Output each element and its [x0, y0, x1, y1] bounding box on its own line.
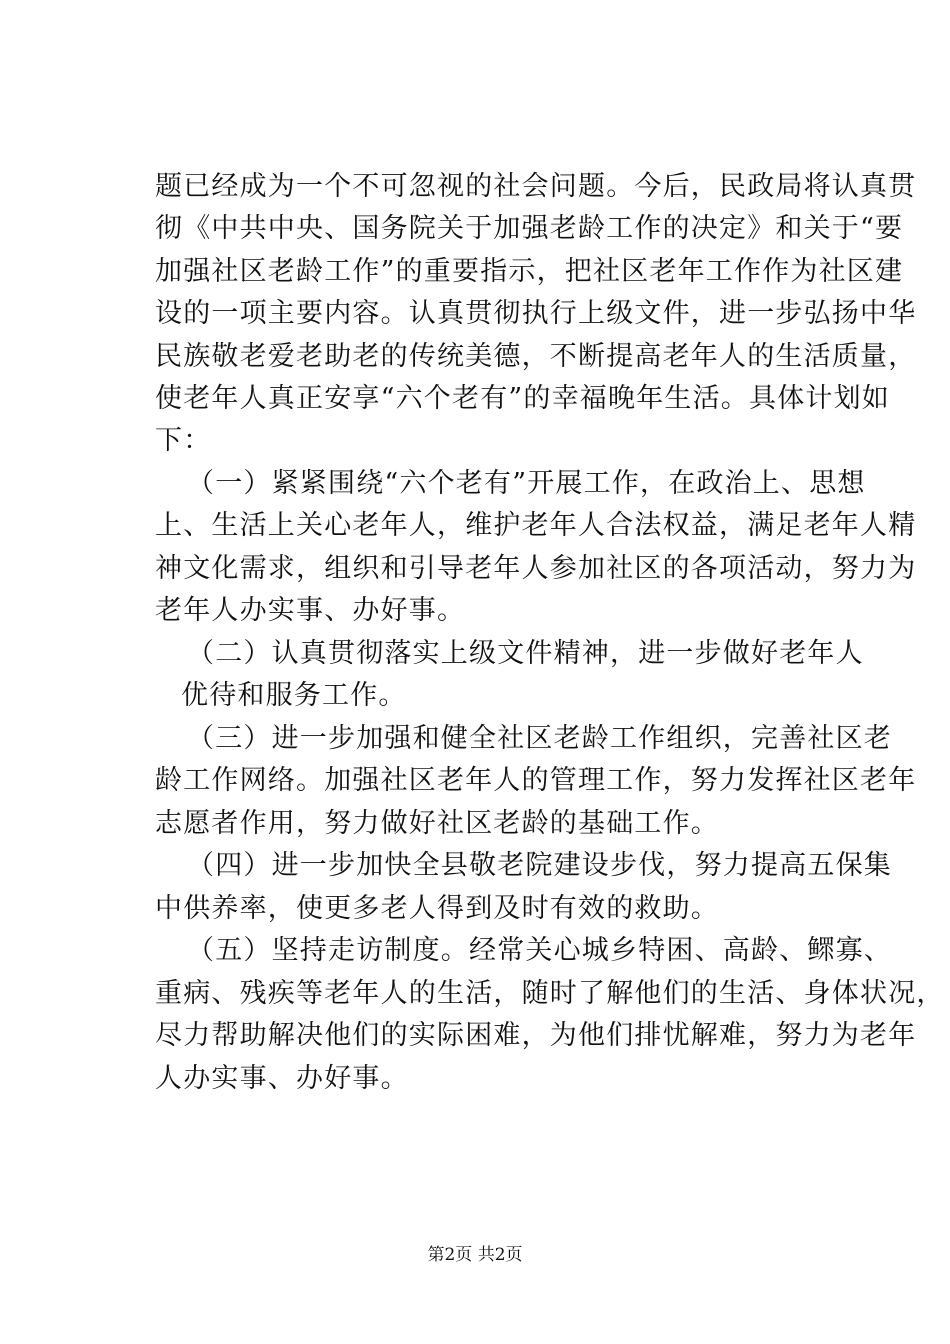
paragraph-1-line: 老年人办实事、办好事。: [155, 595, 466, 626]
body-line: 题已经成为一个不可忽视的社会问题。今后，民政局将认真贯: [155, 171, 917, 202]
body-line: 彻《中共中央、国务院关于加强老龄工作的决定》和关于“要: [155, 213, 904, 244]
paragraph-4-line: 中供养率，使更多老人得到及时有效的救助。: [155, 893, 719, 924]
paragraph-5-line: 重病、残疾等老年人的生活，随时了解他们的生活、身体状况，: [155, 978, 945, 1009]
page-number-footer: 第2页 共2页: [427, 1245, 523, 1265]
paragraph-5-line: 尽力帮助解决他们的实际困难，为他们排忧解难，努力为老年: [155, 1020, 917, 1051]
paragraph-5-line: 人办实事、办好事。: [155, 1063, 409, 1094]
paragraph-3-line: （三）进一步加强和健全社区老龄工作组织，完善社区老: [187, 723, 892, 754]
paragraph-3-line: 龄工作网络。加强社区老年人的管理工作，努力发挥社区老年: [155, 765, 917, 796]
paragraph-5-line: （五）坚持走访制度。经常关心城乡特困、高龄、鳏寡、: [187, 935, 892, 966]
paragraph-2-line: （二）认真贯彻落实上级文件精神，进一步做好老年人: [187, 638, 864, 669]
paragraph-3-line: 志愿者作用，努力做好社区老龄的基础工作。: [155, 808, 719, 839]
body-line: 使老年人真正安享“六个老有”的幸福晚年生活。具体计划如: [155, 383, 891, 414]
paragraph-4-line: （四）进一步加快全县敬老院建设步伐，努力提高五保集: [187, 850, 892, 881]
body-line: 下：: [155, 425, 212, 456]
paragraph-1-line: （一）紧紧围绕“六个老有”开展工作，在政治上、思想: [187, 468, 866, 499]
paragraph-1-line: 上、生活上关心老年人，维护老年人合法权益，满足老年人精: [155, 510, 917, 541]
paragraph-2-line: 优待和服务工作。: [181, 680, 407, 711]
body-line: 加强社区老龄工作”的重要指示，把社区老年工作作为社区建: [155, 256, 904, 287]
body-line: 民族敬老爱老助老的传统美德，不断提高老年人的生活质量，: [155, 341, 917, 372]
body-line: 设的一项主要内容。认真贯彻执行上级文件，进一步弘扬中华: [155, 298, 917, 329]
paragraph-1-line: 神文化需求，组织和引导老年人参加社区的各项活动，努力为: [155, 553, 917, 584]
